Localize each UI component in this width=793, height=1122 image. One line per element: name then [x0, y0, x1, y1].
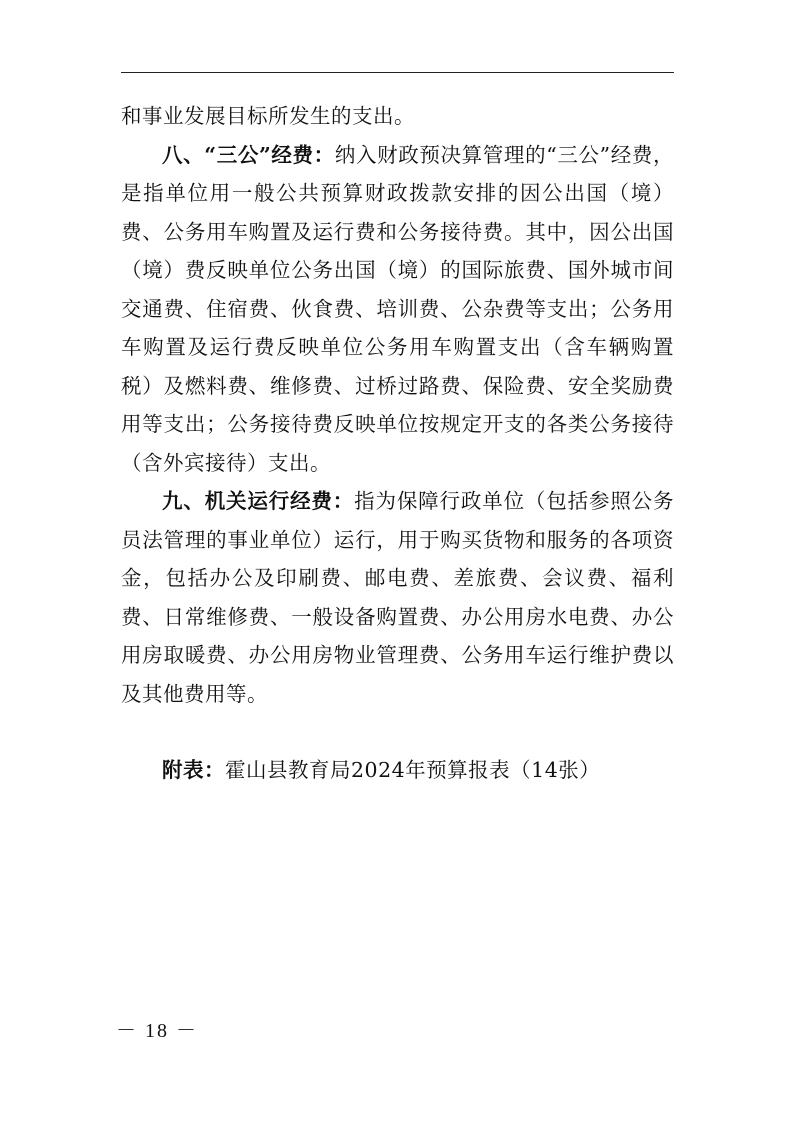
appendix-label: 附表：	[162, 758, 225, 782]
section-heading-eight: 八、“三公”经费：	[162, 142, 335, 167]
document-body	[121, 97, 674, 790]
paragraph-agency-operating-expenses	[121, 482, 674, 713]
paragraph-three-public-expenses	[121, 136, 674, 483]
paragraph-text: 纳入财政预决算管理的“三公”经费，是指单位用一般公共预算财政拨款安排的因公出国（境）费、公务用车购置及运行费和公务接待费。其中，因公出国（境）费反映单位公务出国（境）的国际旅费、国外城市间交通费、住宿费、伙食费、培训费、公杂费等支出；公务用车购置及运行费反映单位公务用车购置支出（含车辆购置税）及燃料费、维修费、过桥过路费、保险费、安全奖励费用等支出；公务接待费反映单位按规定开支的各类公务接待（含外宾接待）支出。	[121, 142, 674, 475]
paragraph-continuation	[121, 97, 674, 136]
paragraph-text: 指为保障行政单位（包括参照公务员法管理的事业单位）运行，用于购买货物和服务的各项资金，包括办公及印刷费、邮电费、差旅费、会议费、福利费、日常维修费、一般设备购置费、办公用房水电费、办公用房取暖费、办公用房物业管理费、公务用车运行维护费以及其他费用等。	[121, 489, 675, 706]
appendix-line	[121, 751, 674, 790]
page-number: － 18 －	[116, 1020, 198, 1042]
section-heading-nine: 九、机关运行经费：	[162, 489, 355, 513]
header-rule	[121, 72, 674, 73]
paragraph-text: 和事业发展目标所发生的支出。	[121, 104, 415, 128]
appendix-text: 霍山县教育局2024年预算报表（14张）	[225, 758, 601, 782]
spacer	[121, 713, 674, 751]
